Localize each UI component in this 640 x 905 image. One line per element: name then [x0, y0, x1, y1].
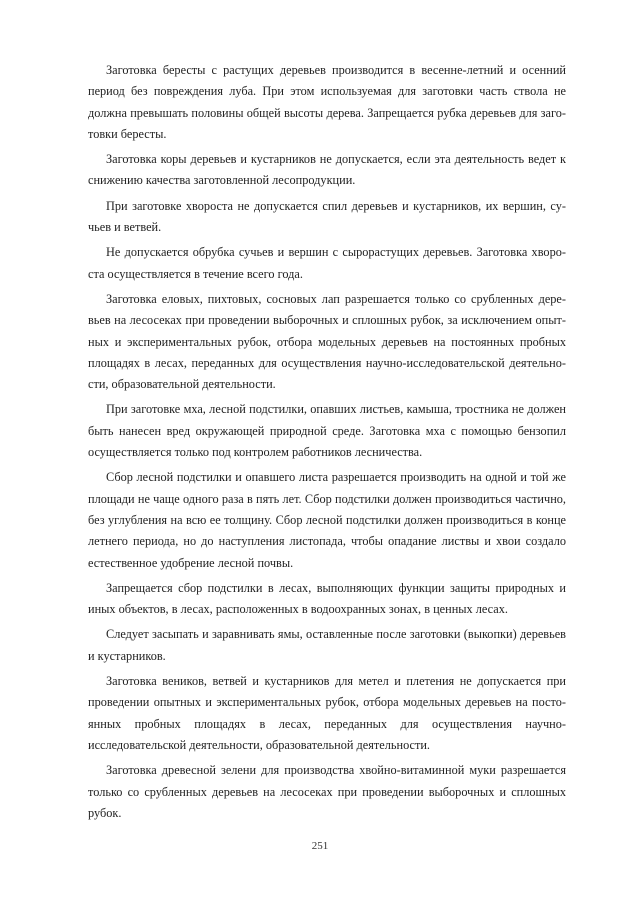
- paragraph-litter-prohibition: Запрещается сбор подстилки в лесах, выполняющих функции защиты природных и иных объектов, в лесах, расположенных в водоохранных зонах, в ценных лесах.: [88, 580, 566, 617]
- paragraph-litter-collection: Сбор лесной подстилки и опавшего листа разрешается производить на одной и той же площади не чаще одного раза в пять лет. Сбор подстилки должен производиться частично, без углубления на всю ее толщину. Сбор лесной подстилки должен производиться в конце летнего периода, но до наступления листопада, чтобы опадание листвы и хвои создало естественное удобрение лесной почвы.: [88, 470, 566, 570]
- paragraph-birch-bark: Заготовка бересты с растущих деревьев производится в весенне-летний и осенний период без повреждения луба. При этом используемая для заготовки часть ствола не должна превышать половины общей высоты дерева. Запрещается рубка деревьев для заготовки бересты.: [88, 63, 566, 141]
- page-number: 251: [311, 840, 329, 852]
- paragraph-pruning: Не допускается обрубка сучьев и вершин с сырорастущих деревьев. Заготовка хвороста осуществляется в течение всего года.: [88, 245, 566, 281]
- paragraph-brooms: Заготовка веников, ветвей и кустарников для метел и плетения не допускается при проведении опытных и экспериментальных рубок, отбора модельных деревьев на постоянных пробных площадях в лесах, переданных для осуществления научно-исследовательской деятельности, образовательной деятельности.: [88, 674, 566, 752]
- paragraph-moss: При заготовке мха, лесной подстилки, опавших листьев, камыша, тростника не должен быть нанесен вред окружающей природной среде. Заготовка мха с помощью бензопил осуществляется только под контролем работников лесничества.: [88, 402, 566, 460]
- paragraph-greenery: Заготовка древесной зелени для производства хвойно-витаминной муки разрешается только со срубленных деревьев на лесосеках при проведении выборочных и сплошных рубок.: [88, 763, 566, 820]
- paragraph-conifer-branches: Заготовка еловых, пихтовых, сосновых лап разрешается только со срубленных деревьев на лесосеках при проведении выборочных и сплошных рубок, за исключением опытных и экспериментальных рубок, отбора модельных деревьев на постоянных пробных площадях в лесах, переданных для осуществления научно-исследовательской деятельности, образовательной деятельности.: [88, 291, 566, 392]
- paragraph-pits: Следует засыпать и заравнивать ямы, оставленные после заготовки (выкопки) деревьев и кустарников.: [88, 627, 566, 663]
- body-text: [88, 60, 566, 828]
- paragraph-bark: Заготовка коры деревьев и кустарников не допускается, если эта деятельность ведет к снижению качества заготовленной лесопродукции.: [88, 152, 566, 188]
- paragraph-brushwood: При заготовке хвороста не допускается спил деревьев и кустарников, их вершин, сучьев и ветвей.: [88, 198, 566, 235]
